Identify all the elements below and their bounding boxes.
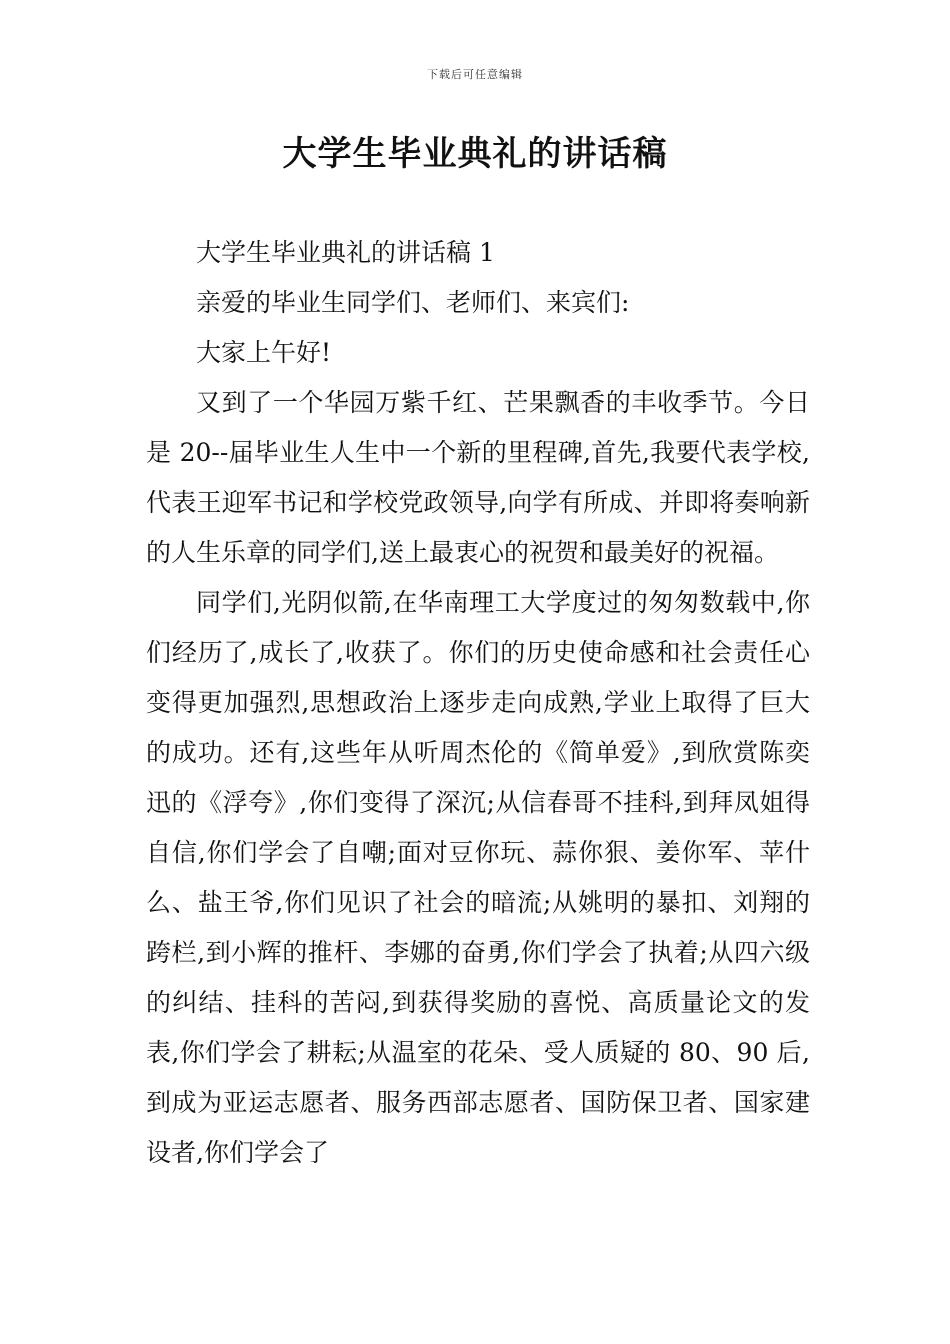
document-title: 大学生毕业典礼的讲话稿	[282, 134, 668, 174]
paragraph-greeting: 大家上午好!	[196, 338, 332, 367]
header-note: 下载后可任意编辑	[427, 68, 523, 81]
document-body	[146, 228, 810, 1178]
paragraph-main: 同学们,光阴似箭,在华南理工大学度过的匆匆数载中,你们经历了,成长了,收获了。你们的历史使命感和社会责任心变得更加强烈,思想政治上逐步走向成熟,学业上取得了巨大的成功。还有,这些年从听周杰伦的《简单爱》,到欣赏陈奕迅的《浮夸》,你们变得了深沉;从信春哥不挂科,到拜凤姐得自信,你们学会了自嘲;面对豆你玩、蒜你狠、姜你军、苹什么、盐王爷,你们见识了社会的暗流;从姚明的暴扣、刘翔的跨栏,到小辉的推杆、李娜的奋勇,你们学会了执着;从四六级的纠结、挂科的苦闷,到获得奖励的喜悦、高质量论文的发表,你们学会了耕耘;从温室的花朵、受人质疑的 80、90 后,到成为亚运志愿者、服务西部志愿者、国防保卫者、国家建设者,你们学会了	[146, 588, 810, 1167]
paragraph-subtitle: 大学生毕业典礼的讲话稿 1	[196, 238, 495, 267]
paragraph-salutation: 亲爱的毕业生同学们、老师们、来宾们:	[196, 288, 630, 317]
paragraph-intro: 又到了一个华园万紫千红、芒果飘香的丰收季节。今日是 20--届毕业生人生中一个新的里程碑,首先,我要代表学校,代表王迎军书记和学校党政领导,向学有所成、并即将奏响新的人生乐章的同学们,送上最衷心的祝贺和最美好的祝福。	[146, 388, 810, 567]
